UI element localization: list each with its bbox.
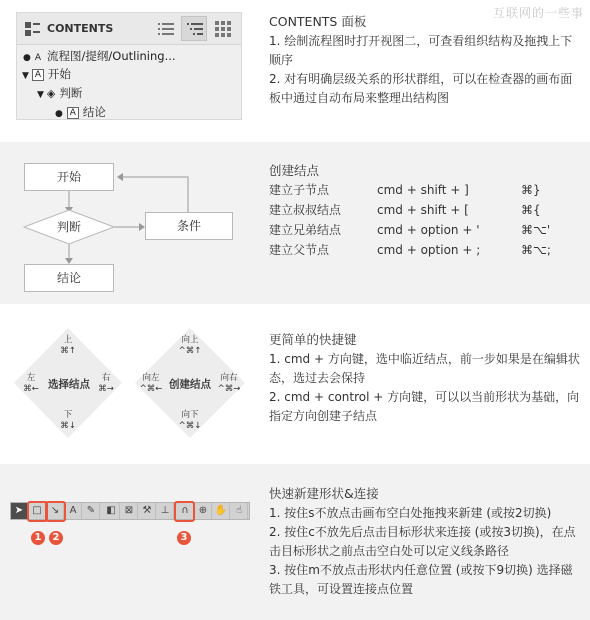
tree-item-label: 结论 xyxy=(82,105,106,119)
tree-item-label: 判断 xyxy=(59,86,83,100)
section-heading: CONTENTS 面板 xyxy=(269,14,367,29)
line-tool-highlight xyxy=(45,501,66,522)
shortcut-label: 建立父节点 xyxy=(269,243,330,257)
shortcut-row xyxy=(269,240,581,260)
shape-tool-icon[interactable]: □ xyxy=(29,503,46,519)
shortcut-label: 建立子节点 xyxy=(269,183,330,197)
select-down-label xyxy=(60,410,76,432)
grid-view-icon[interactable] xyxy=(215,21,231,37)
disclosure-triangle-icon[interactable]: ▼ xyxy=(37,90,44,100)
section-text xyxy=(269,484,581,599)
selection-tool-icon[interactable]: ➤ xyxy=(11,503,28,519)
section-contents-panel xyxy=(0,0,590,130)
flow-start-node[interactable]: 开始 xyxy=(24,163,114,191)
shortcut-label: 建立兄弟结点 xyxy=(269,223,342,237)
tree-item-start[interactable] xyxy=(22,66,71,82)
section-text xyxy=(269,12,581,108)
shortcut-symbol: ⌘{ xyxy=(521,203,541,217)
disclosure-triangle-icon[interactable]: ▼ xyxy=(22,71,29,81)
tree-item-label: 开始 xyxy=(47,67,71,81)
style-bucket-icon[interactable]: ⊥ xyxy=(157,503,174,519)
text-line: 2. 对有明确层级关系的形状群组，可以在检查器的画布面板中通过自动布局来整理出结构图 xyxy=(269,72,573,105)
section-create-nodes xyxy=(0,142,590,304)
select-left-label xyxy=(23,373,39,395)
create-up-label xyxy=(179,335,202,357)
section-heading-wrap xyxy=(269,161,581,181)
contents-icon xyxy=(25,22,40,36)
create-down-label xyxy=(179,410,202,432)
text-line: 1. cmd + 方向键，选中临近结点，前一步如果是在编辑状态，选过去会保持 xyxy=(269,352,580,385)
tree-item-root[interactable] xyxy=(23,48,176,64)
outline-view-button[interactable] xyxy=(181,16,207,41)
pen-tool-icon[interactable]: ✎ xyxy=(83,503,100,519)
shortcut-text: ^⌘↑ xyxy=(178,346,202,356)
line-tool-icon[interactable]: ↘ xyxy=(47,503,64,519)
section-quick-shapes xyxy=(0,464,590,620)
text-a-icon: A xyxy=(34,53,42,63)
shortcut-label: 建立叔叔结点 xyxy=(269,203,342,217)
shortcut-keys: cmd + option + ' xyxy=(377,223,480,237)
diagram-tool-icon[interactable]: ◧ xyxy=(103,503,120,519)
shortcut-row xyxy=(269,220,581,240)
shortcut-text: ⌘↓ xyxy=(60,421,76,431)
zoom-tool-icon[interactable]: ⊕ xyxy=(195,503,212,519)
section-heading: 创建结点 xyxy=(269,163,320,178)
tree-item-label: 流程图/提纲/Outlining... xyxy=(47,49,176,63)
shortcut-text: ⌘→ xyxy=(98,384,114,394)
text-line: 1. 绘制流程图时打开视图二，可查看组织结构及拖拽上下顺序 xyxy=(269,34,573,67)
direction-text: 左 xyxy=(26,373,36,383)
text-box-icon: A xyxy=(32,69,44,81)
shortcut-row xyxy=(269,200,581,220)
outline-view-icon xyxy=(187,22,203,36)
style-brush-icon[interactable]: ⚒ xyxy=(139,503,156,519)
tree-item-decision[interactable] xyxy=(37,85,82,101)
browse-tool-icon[interactable]: ☝ xyxy=(231,503,248,519)
direction-text: 向上 xyxy=(181,335,199,345)
list-view-icon[interactable] xyxy=(158,22,174,36)
tree-item-conclusion[interactable] xyxy=(55,104,106,120)
select-right-label xyxy=(98,373,114,395)
watermark: 互联网的一些事 xyxy=(492,6,584,20)
create-node-center: 创建结点 xyxy=(169,378,211,391)
direction-text: 上 xyxy=(63,335,73,345)
panel-title: CONTENTS xyxy=(47,22,114,35)
shortcut-keys: cmd + option + ; xyxy=(377,243,481,257)
shortcut-symbol: ⌘} xyxy=(521,183,541,197)
hand-tool-icon[interactable]: ✋ xyxy=(213,503,230,519)
shortcut-keys: cmd + shift + ] xyxy=(377,183,469,197)
contents-panel xyxy=(16,12,242,120)
bullet-icon: ● xyxy=(23,53,31,63)
section-heading: 快速新建形状&连接 xyxy=(269,486,379,501)
direction-text: 向下 xyxy=(181,410,199,420)
select-node-center: 选择结点 xyxy=(48,378,90,391)
text-box-icon: A xyxy=(67,107,79,119)
diamond-shape-icon: ◈ xyxy=(46,87,56,100)
shortcut-row xyxy=(269,180,581,200)
shortcut-symbol: ⌘⌥' xyxy=(521,223,551,237)
shortcut-text: ^⌘← xyxy=(139,384,163,394)
shortcut-symbol: ⌘⌥; xyxy=(521,243,551,257)
create-right-label xyxy=(218,373,241,395)
badge-1: 1 xyxy=(31,531,45,545)
flow-condition-node[interactable]: 条件 xyxy=(145,212,233,240)
text-line: 3. 按住m不放点击形状内任意位置 (或按下9切换) 选择磁铁工具，可设置连接点位置 xyxy=(269,563,573,596)
text-line: 1. 按住s不放点击画布空白处拖拽来新建 (或按2切换) xyxy=(269,506,552,520)
direction-text: 下 xyxy=(63,410,73,420)
text-line: 2. 按住c不放先后点击目标形状来连接 (或按3切换)，在点击目标形状之前点击空白处可以定义线条路径 xyxy=(269,525,576,558)
direction-text: 右 xyxy=(101,373,111,383)
text-line: 2. cmd + control + 方向键，可以以当前形状为基础，向指定方向创建子结点 xyxy=(269,390,580,423)
badge-3: 3 xyxy=(177,531,191,545)
section-text xyxy=(269,330,581,426)
direction-text: 向左 xyxy=(142,373,160,383)
magnet-tool-icon[interactable]: ∩ xyxy=(177,503,194,519)
create-left-label xyxy=(140,373,163,395)
flow-conclusion-node[interactable]: 结论 xyxy=(24,264,114,292)
shortcut-text: ⌘↑ xyxy=(60,346,76,356)
panel-header xyxy=(17,13,241,45)
shortcut-text: ^⌘↓ xyxy=(178,421,202,431)
rubber-stamp-icon[interactable]: ⊠ xyxy=(121,503,138,519)
shortcut-text: ^⌘→ xyxy=(217,384,241,394)
text-tool-icon[interactable]: A xyxy=(65,503,82,519)
bullet-icon: ● xyxy=(55,109,63,119)
flow-decision-node[interactable]: 判断 xyxy=(56,220,81,234)
select-up-label xyxy=(60,335,76,357)
shortcut-text: ⌘← xyxy=(23,384,39,394)
badge-2: 2 xyxy=(49,531,63,545)
section-shortcuts xyxy=(0,310,590,456)
section-heading: 更简单的快捷键 xyxy=(269,332,357,347)
direction-text: 向右 xyxy=(220,373,238,383)
shortcut-keys: cmd + shift + [ xyxy=(377,203,469,217)
magnet-tool-highlight xyxy=(174,501,195,522)
